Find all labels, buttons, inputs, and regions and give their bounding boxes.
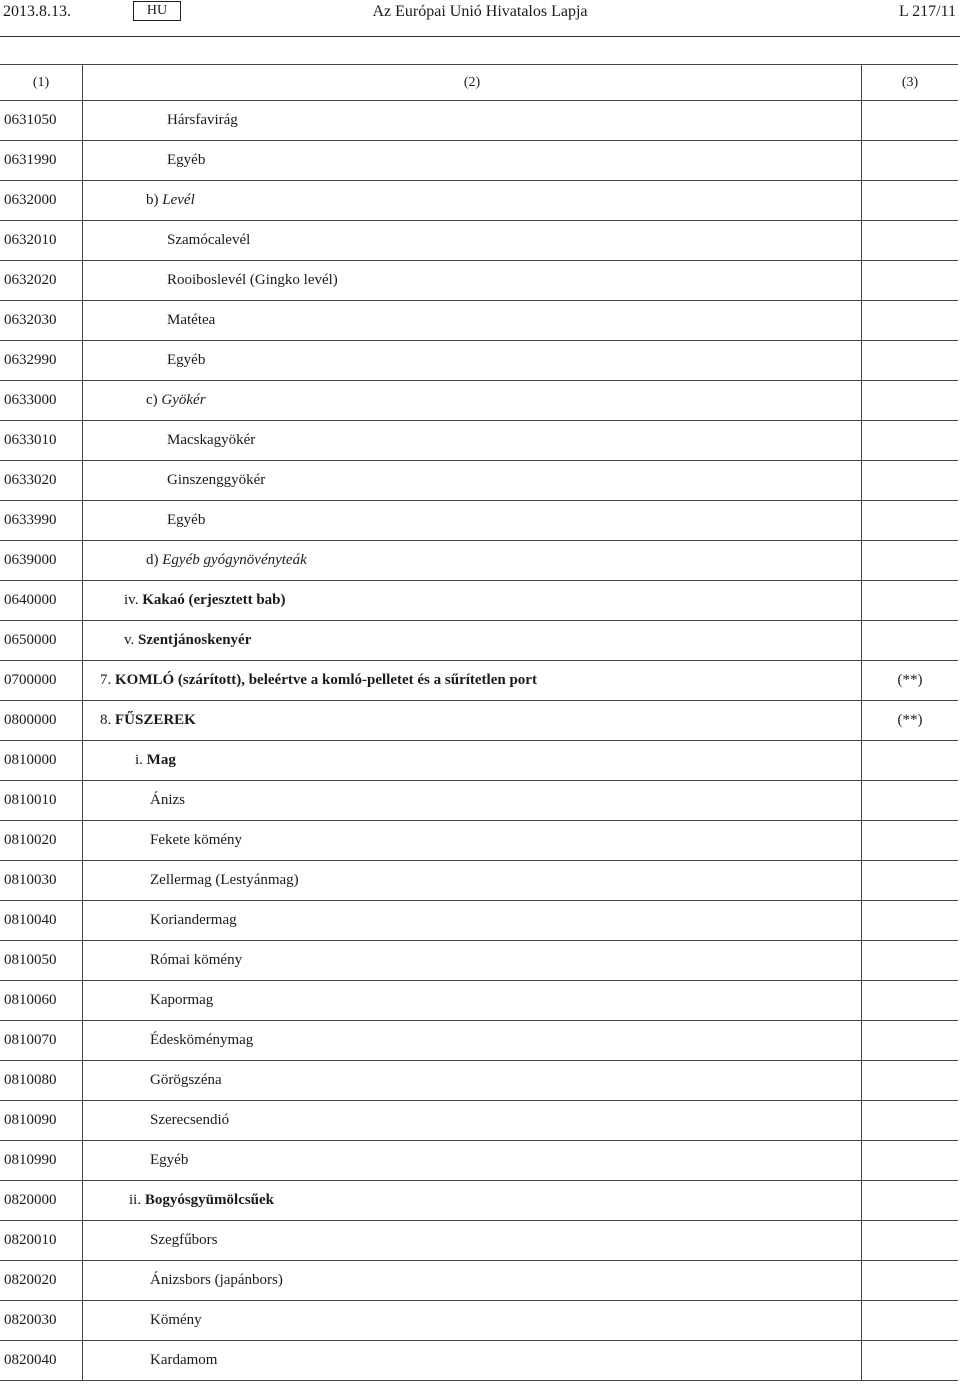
- product-name: [83, 221, 862, 261]
- table-row: [0, 301, 958, 341]
- product-label: Egyéb: [167, 352, 206, 368]
- footnote-marker: [862, 1301, 959, 1341]
- footnote-marker: [862, 181, 959, 221]
- product-code: 0810020: [0, 821, 83, 861]
- footnote-marker: [862, 1141, 959, 1181]
- table-row: [0, 661, 958, 701]
- footnote-marker: [862, 821, 959, 861]
- product-label: Kapormag: [150, 992, 214, 1008]
- product-name: [83, 501, 862, 541]
- product-name: [83, 301, 862, 341]
- journal-title: Az Európai Unió Hivatalos Lapja: [372, 3, 588, 20]
- footnote-marker: [862, 541, 959, 581]
- product-label: b) Levél: [146, 192, 195, 208]
- product-code: 0820010: [0, 1221, 83, 1261]
- table-row: [0, 1301, 958, 1341]
- footnote-marker: [862, 1341, 959, 1381]
- footnote-marker: [862, 901, 959, 941]
- footnote-marker: [862, 581, 959, 621]
- product-name: [83, 421, 862, 461]
- product-name: [83, 901, 862, 941]
- product-label: Szerecsendió: [150, 1112, 230, 1128]
- product-name: [83, 261, 862, 301]
- footnote-marker: [862, 981, 959, 1021]
- product-label: Kömény: [150, 1312, 202, 1328]
- product-code: 0800000: [0, 701, 83, 741]
- table-row: [0, 1061, 958, 1101]
- product-name: [83, 821, 862, 861]
- product-label: Egyéb: [150, 1152, 189, 1168]
- product-name: [83, 581, 862, 621]
- product-name: [83, 181, 862, 221]
- product-label: Ginszenggyökér: [167, 472, 266, 488]
- product-label: Hársfavirág: [167, 112, 238, 128]
- page-number: L 217/11: [898, 3, 956, 20]
- product-label: Ánizs: [150, 792, 185, 808]
- product-label: d) Egyéb gyógynövényteák: [146, 552, 307, 568]
- product-code: 0633010: [0, 421, 83, 461]
- product-code-table: [0, 64, 958, 1381]
- product-label: Matétea: [167, 312, 216, 328]
- product-code: 0820000: [0, 1181, 83, 1221]
- table-row: [0, 181, 958, 221]
- footnote-marker: [862, 1101, 959, 1141]
- table-row: [0, 261, 958, 301]
- product-name: [83, 1141, 862, 1181]
- footnote-marker: [862, 141, 959, 181]
- table-row: [0, 141, 958, 181]
- table-header-row: [0, 65, 958, 101]
- product-name: [83, 621, 862, 661]
- footnote-marker: [862, 461, 959, 501]
- footnote-marker: [862, 261, 959, 301]
- product-label: ii. Bogyósgyümölcsűek: [129, 1192, 275, 1208]
- product-label: Zellermag (Lestyánmag): [150, 872, 299, 888]
- product-name: [83, 1221, 862, 1261]
- footnote-marker: [862, 1261, 959, 1301]
- product-code: 0639000: [0, 541, 83, 581]
- table-row: [0, 461, 958, 501]
- table-row: [0, 1101, 958, 1141]
- product-label: c) Gyökér: [146, 392, 206, 408]
- language-badge: HU: [133, 1, 181, 21]
- product-label: Koriandermag: [150, 912, 237, 928]
- product-name: [83, 861, 862, 901]
- product-label: iv. Kakaó (erjesztett bab): [124, 592, 286, 608]
- table-row: [0, 501, 958, 541]
- column-header-1: (1): [0, 65, 83, 101]
- table-row: [0, 381, 958, 421]
- product-label: 8. FŰSZEREK: [100, 712, 196, 728]
- product-code: 0633990: [0, 501, 83, 541]
- table-row: [0, 1341, 958, 1381]
- product-name: [83, 981, 862, 1021]
- footnote-marker: [862, 501, 959, 541]
- table-row: [0, 541, 958, 581]
- product-code: 0810050: [0, 941, 83, 981]
- product-label: Görögszéna: [150, 1072, 222, 1088]
- product-code: 0700000: [0, 661, 83, 701]
- product-name: [83, 1341, 862, 1381]
- product-name: [83, 661, 862, 701]
- footnote-marker: [862, 861, 959, 901]
- product-name: [83, 1261, 862, 1301]
- column-header-3: (3): [862, 65, 959, 101]
- product-label: Rooiboslevél (Gingko levél): [167, 272, 338, 288]
- product-label: Szamócalevél: [167, 232, 251, 248]
- table-row: [0, 341, 958, 381]
- product-name: [83, 141, 862, 181]
- product-label: v. Szentjánoskenyér: [124, 632, 252, 648]
- publication-date: 2013.8.13.: [3, 3, 71, 20]
- product-name: [83, 741, 862, 781]
- table-row: [0, 1021, 958, 1061]
- product-label: 7. KOMLÓ (szárított), beleértve a komló-pelletet és a sűrítetlen port: [100, 672, 537, 688]
- product-name: [83, 781, 862, 821]
- product-name: [83, 341, 862, 381]
- product-code: 0633000: [0, 381, 83, 421]
- table-row: [0, 981, 958, 1021]
- product-code: 0632020: [0, 261, 83, 301]
- table-row: [0, 621, 958, 661]
- product-code: 0810040: [0, 901, 83, 941]
- product-name: [83, 541, 862, 581]
- product-code: 0640000: [0, 581, 83, 621]
- product-name: [83, 461, 862, 501]
- product-label: Egyéb: [167, 512, 206, 528]
- product-code: 0632990: [0, 341, 83, 381]
- footnote-marker: [862, 221, 959, 261]
- product-code: 0810990: [0, 1141, 83, 1181]
- product-name: [83, 1101, 862, 1141]
- product-label: Édesköménymag: [150, 1032, 254, 1048]
- table-row: [0, 1221, 958, 1261]
- table-body: [0, 101, 958, 1381]
- footnote-marker: [862, 421, 959, 461]
- product-label: Szegfűbors: [150, 1232, 218, 1248]
- footnote-marker: [862, 741, 959, 781]
- product-code: 0810080: [0, 1061, 83, 1101]
- product-code: 0631050: [0, 101, 83, 141]
- product-code: 0820030: [0, 1301, 83, 1341]
- table-row: [0, 741, 958, 781]
- product-name: [83, 101, 862, 141]
- footnote-marker: [862, 1221, 959, 1261]
- product-name: [83, 1021, 862, 1061]
- product-label: Fekete kömény: [150, 832, 243, 848]
- footnote-marker: (**): [862, 701, 959, 741]
- product-code: 0631990: [0, 141, 83, 181]
- footnote-marker: [862, 1061, 959, 1101]
- table-row: [0, 1181, 958, 1221]
- product-code: 0632030: [0, 301, 83, 341]
- page-header: [0, 0, 960, 26]
- table-row: [0, 1261, 958, 1301]
- footnote-marker: [862, 1021, 959, 1061]
- product-code: 0810000: [0, 741, 83, 781]
- table-row: [0, 901, 958, 941]
- table-row: [0, 821, 958, 861]
- footnote-marker: [862, 941, 959, 981]
- table-row: [0, 221, 958, 261]
- table-row: [0, 861, 958, 901]
- product-label: Római kömény: [150, 952, 243, 968]
- footnote-marker: [862, 341, 959, 381]
- header-rule: [0, 36, 960, 37]
- footnote-marker: [862, 1181, 959, 1221]
- footnote-marker: [862, 101, 959, 141]
- product-name: [83, 1301, 862, 1341]
- product-code: 0633020: [0, 461, 83, 501]
- footnote-marker: (**): [862, 661, 959, 701]
- product-code: 0820040: [0, 1341, 83, 1381]
- product-code: 0820020: [0, 1261, 83, 1301]
- product-label: Ánizsbors (japánbors): [150, 1272, 283, 1288]
- footnote-marker: [862, 621, 959, 661]
- table-row: [0, 701, 958, 741]
- table-row: [0, 941, 958, 981]
- product-name: [83, 701, 862, 741]
- table-row: [0, 781, 958, 821]
- product-label: Egyéb: [167, 152, 206, 168]
- product-code: 0650000: [0, 621, 83, 661]
- product-name: [83, 381, 862, 421]
- product-name: [83, 941, 862, 981]
- product-label: Kardamom: [150, 1352, 218, 1368]
- footnote-marker: [862, 301, 959, 341]
- product-label: Macskagyökér: [167, 432, 256, 448]
- product-code: 0632000: [0, 181, 83, 221]
- footnote-marker: [862, 381, 959, 421]
- footnote-marker: [862, 781, 959, 821]
- product-code: 0810030: [0, 861, 83, 901]
- product-code: 0810090: [0, 1101, 83, 1141]
- table-row: [0, 421, 958, 461]
- column-header-2: (2): [83, 65, 862, 101]
- table-row: [0, 101, 958, 141]
- product-code: 0632010: [0, 221, 83, 261]
- product-code: 0810070: [0, 1021, 83, 1061]
- table-row: [0, 1141, 958, 1181]
- product-label: i. Mag: [135, 752, 176, 768]
- product-name: [83, 1181, 862, 1221]
- product-code: 0810060: [0, 981, 83, 1021]
- table-row: [0, 581, 958, 621]
- product-code: 0810010: [0, 781, 83, 821]
- product-name: [83, 1061, 862, 1101]
